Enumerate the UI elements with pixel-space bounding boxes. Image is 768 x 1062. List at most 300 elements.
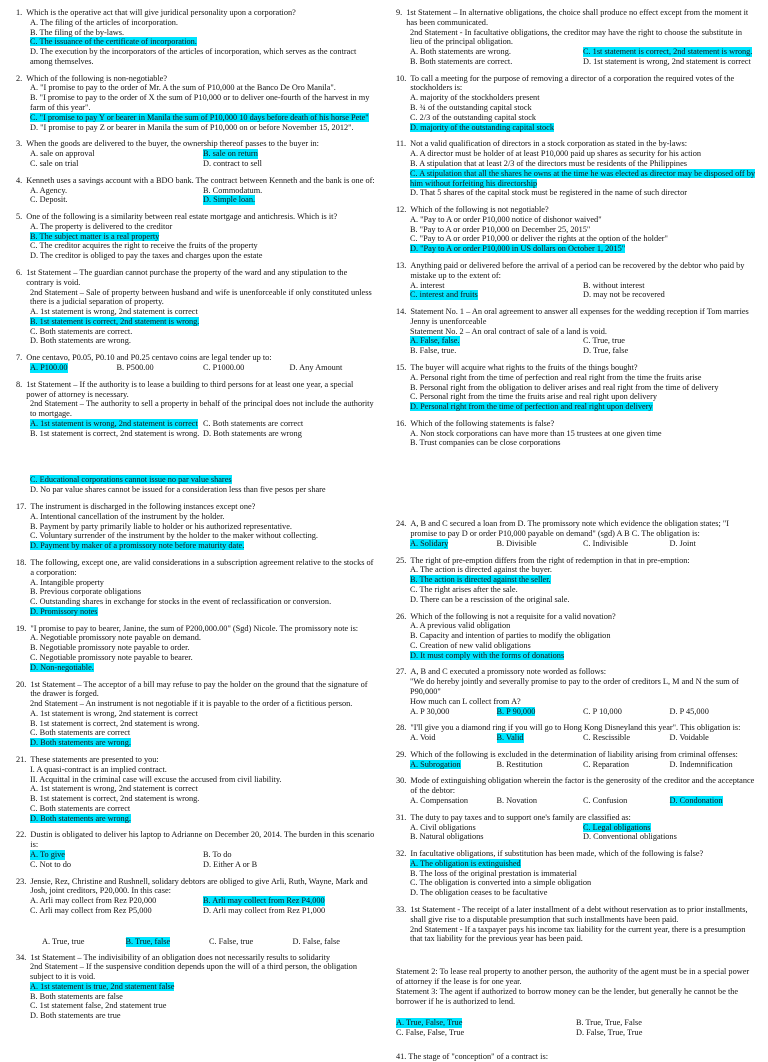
choice-option: B. Negotiable promissory note payable to order.: [30, 643, 190, 653]
question-extra-line: 2nd Statement – The authority to sell a property in behalf of the principal does not include the authority to mortgage.: [30, 399, 374, 419]
choice-row: [30, 982, 376, 992]
choice-option: D. 1st statement is wrong, 2nd statement is correct: [583, 56, 751, 66]
question-item: [396, 205, 756, 254]
question-extra: [16, 399, 376, 419]
choice-grid: [16, 149, 376, 169]
choice-option: C. The issuance of the certificate of incorporation.: [30, 37, 197, 47]
question-stem: [16, 353, 376, 363]
choice-option: B. The action is directed against the seller.: [410, 575, 551, 585]
choice-option: B. Novation: [496, 796, 538, 805]
question-item: [16, 624, 376, 673]
statement-answer-c: C. False, False, True: [396, 1028, 465, 1038]
choice-option: D. Personal right from the time of perfection and real right upon delivery: [410, 402, 653, 412]
question-item: [16, 502, 376, 551]
question-stem: [396, 723, 756, 733]
choice-row: [410, 651, 756, 661]
question-stem: [396, 205, 756, 215]
choice-row: [410, 575, 756, 585]
choice-list: [396, 565, 756, 604]
choice-option: C. Legal obligations: [583, 822, 651, 832]
choice-row: [410, 373, 756, 383]
question-stem: [16, 830, 376, 850]
choice-option: A. Non stock corporations can have more than 15 trustees at one given time: [410, 428, 662, 438]
question-text: When the goods are delivered to the buyer, the ownership thereof passes to the buyer in:: [26, 139, 319, 149]
question-item: [396, 750, 756, 770]
question-number: 3.: [16, 139, 23, 149]
answer-row-d: D. False, false: [292, 936, 340, 946]
choice-option: A. Compensation: [410, 796, 469, 805]
choice-grid: [396, 796, 756, 806]
choice-option: D. Promissory notes: [30, 606, 98, 616]
choice-option: B. Both statements are correct.: [410, 56, 513, 66]
question-stem: [396, 139, 756, 149]
question-stem: [16, 680, 376, 700]
question-text: The duty to pay taxes and to support one's family are classified as:: [410, 812, 631, 822]
choice-row: [410, 383, 756, 393]
question-number: 20.: [16, 679, 27, 689]
question-number: 5.: [16, 212, 23, 222]
question-number: 29.: [396, 749, 407, 759]
choice-grid: [16, 896, 376, 916]
choice-row: [30, 709, 376, 719]
left-column: [16, 8, 376, 1028]
choice-option: C. interest and fruits: [410, 290, 478, 300]
choice-option: A. "I promise to pay to the order of Mr. A the sum of P10,000 at the Banco De Oro Manila".: [30, 83, 336, 93]
choice-row: [410, 159, 756, 169]
question-stem: [396, 363, 756, 373]
choice-row: [30, 653, 376, 663]
choice-row: [30, 992, 376, 1002]
choice-option: C. 1st statement false, 2nd statement true: [30, 1001, 167, 1011]
choice-option: D. Both statements are true: [30, 1011, 121, 1021]
choice-option: A. interest: [410, 280, 445, 290]
choice-row: [410, 595, 756, 605]
choice-option: D. It must comply with the forms of donations: [410, 650, 565, 660]
question-text: Anything paid or delivered before the arrival of a period can be recovered by the debtor who paid by mistake up to the extent of:: [410, 260, 745, 280]
choice-row: [410, 641, 756, 651]
question-list-left-top: [16, 8, 376, 438]
question-number: 30.: [396, 776, 407, 786]
choice-list: [396, 373, 756, 412]
question-stem: [16, 953, 376, 963]
choice-option: B. The filing of the by-laws.: [30, 27, 125, 37]
choice-list: [16, 709, 376, 748]
question-number: 21.: [16, 755, 27, 764]
choice-row: [410, 215, 756, 225]
choice-list: [16, 512, 376, 551]
question-number: 18.: [16, 557, 27, 567]
choice-option: D. Both statements are wrong.: [30, 738, 131, 748]
choice-option: D. Non-negotiable.: [30, 662, 94, 672]
choice-row: [30, 607, 376, 617]
choice-option: D. majority of the outstanding capital stock: [410, 122, 555, 132]
choice-row: [30, 37, 376, 47]
choice-option: B. The loss of the original prestation is immaterial: [410, 868, 577, 878]
question-text: Which of the following statements is false?: [410, 418, 555, 428]
choice-row: [410, 631, 756, 641]
choice-row: [410, 621, 756, 631]
question-number: 16.: [396, 418, 407, 428]
choice-option: A. False, false.: [410, 336, 460, 346]
question-item: [396, 905, 756, 944]
choice-option: A. 1st statement is wrong, 2nd statement is correct: [30, 784, 198, 794]
question-item: [396, 139, 756, 198]
choice-option: B. ¾ of the outstanding capital stock: [410, 103, 532, 113]
question-stem: [396, 750, 756, 760]
question-text: One of the following is a similarity between real estate mortgage and antichresis. Which is it?: [26, 212, 338, 222]
question-extra-line: 2nd Statement – If the suspensive condition depends upon the will of a third person, the obligation subject to it is void.: [30, 962, 357, 982]
question-text: "I'll give you a diamond ring if you will go to Hong Kong Disneyland this year". This obligation is:: [410, 723, 741, 733]
choice-option: C. Confusion: [583, 796, 628, 805]
question-stem: [396, 74, 756, 94]
question-extra-line: How much can L collect from A?: [410, 696, 521, 706]
choice-row: [410, 123, 756, 133]
question-number: 28.: [396, 723, 407, 733]
choice-option: B. P500.00: [116, 363, 154, 372]
choice-option: A. Personal right from the time of perfection and real right from the time the fruits arise: [410, 372, 702, 382]
statement-answer-a: A. True, False, True: [396, 1018, 463, 1028]
answer-row-a: A. True, true: [42, 936, 85, 946]
question-text: The buyer will acquire what rights to the fruits of the things bought?: [410, 363, 638, 372]
question-item: [16, 680, 376, 748]
choice-row: [30, 794, 376, 804]
choice-grid: [16, 850, 376, 870]
choice-row: [30, 93, 376, 113]
choice-row: [410, 113, 756, 123]
question-extra: [396, 677, 756, 706]
question-number: 8.: [16, 379, 23, 389]
choice-row: [30, 475, 376, 485]
choice-option: C. P1000.00: [203, 363, 245, 372]
question-stem: [396, 261, 756, 281]
choice-option: D. Payment by maker of a promissory note before maturity date.: [30, 541, 245, 551]
choice-row: [30, 738, 376, 748]
question-text: 1st Statement – In alternative obligations, the choice shall produce no effect except from the moment it has been communicated.: [406, 8, 749, 27]
question-item: [16, 176, 376, 205]
statement-3: Statement 3: The agent if authorized to borrow money can be the lender, but generally he cannot be the borrower if he is authorized to lend.: [396, 986, 739, 1006]
choice-option: D. P 45,000: [669, 706, 709, 716]
question-number: 26.: [396, 611, 407, 621]
choice-option: B. Payment by party primarily liable to holder or his authorized representative.: [30, 521, 292, 531]
choice-option: C. Creation of new valid obligations: [410, 640, 531, 650]
question-text: Which of the following is non-negotiable?: [26, 73, 168, 83]
choice-row: [410, 149, 756, 159]
question-extra-line: 2nd Statement - In facultative obligations, the creditor may have the right to choose the substitute in lieu of the principal obligation.: [410, 27, 743, 47]
choice-row: [410, 392, 756, 402]
choice-option: C. "I promise to pay Y or bearer in Manila the sum of P10,000 10 days before death of his horse Pete": [30, 112, 369, 122]
choice-option: A. P100.00: [30, 363, 68, 372]
choice-grid: [396, 539, 756, 549]
question-text: Which of the following is not negotiable?: [410, 205, 549, 215]
question-extra: [396, 925, 756, 945]
choice-option: B. 1st statement is correct, 2nd statement is wrong.: [30, 428, 200, 438]
choice-row: [30, 522, 376, 532]
choice-option: D. Both statements are wrong.: [30, 813, 131, 823]
question-text: The following, except one, are valid considerations in a subscription agreement relative to the stocks of a corporation:: [30, 557, 374, 577]
choice-grid: [396, 47, 756, 67]
choice-option: D. The obligation ceases to be facultative: [410, 888, 548, 898]
choice-row: [30, 663, 376, 673]
question-text: The right of pre-emption differs from the right of redemption in that in pre-emption:: [410, 555, 690, 565]
question-number: 34.: [16, 952, 27, 962]
question-stem: [396, 8, 756, 28]
choice-option: D. The creditor is obliged to pay the taxes and charges upon the estate: [30, 251, 263, 261]
choice-option: B. Valid: [496, 733, 524, 743]
choice-option: B. To do: [203, 850, 232, 860]
choice-option: C. Outstanding shares in exchange for stocks in the event of reclassification or conversion.: [30, 597, 332, 607]
question-text: 1st Statement - The receipt of a later installment of a debt without reservation as to prior installments, shall give rise to a disputable presumption that such installments have been paid.: [410, 905, 748, 924]
choice-row: [410, 869, 756, 879]
choice-option: D. Indemnification: [669, 759, 733, 769]
choice-grid: [16, 363, 376, 373]
question-extra-line: 2nd Statement – Sale of property between husband and wife is unenforceable if only constituted unless there is a judicial separation of property.: [30, 287, 372, 307]
choice-option: A. Both statements are wrong.: [410, 47, 511, 57]
question-item: [396, 723, 756, 743]
choice-option: D. "Pay to A or order P10,000 in US dollars on October 1, 2015": [410, 244, 626, 254]
choice-option: A. 1st statement is true, 2nd statement false: [30, 981, 175, 991]
choice-row: [410, 188, 756, 198]
question-extra: [16, 765, 376, 785]
question-number: 14.: [396, 307, 407, 317]
question-stem: [396, 612, 756, 622]
question-extra-line: 2nd Statement – An instrument is not negotiable if it is payable to the order of a fictitious person.: [30, 699, 353, 709]
choice-option: C. Both statements are correct.: [30, 326, 133, 336]
choice-row: [30, 83, 376, 93]
choice-option: A. 1st statement is wrong, 2nd statement is correct: [30, 708, 198, 718]
question-text: A, B and C executed a promissory note worded as follows:: [410, 667, 607, 677]
question-stem: [16, 624, 376, 634]
question-text: In facultative obligations, if substitution has been made, which of the following is false?: [410, 849, 704, 859]
question-number: 12.: [396, 205, 407, 215]
question-stem: [396, 307, 756, 327]
question-stem: [16, 502, 376, 512]
question-extra-line: I. A quasi-contract is an implied contract.: [30, 764, 167, 774]
choice-row: [410, 244, 756, 254]
choice-option: B. The subject matter is a real property: [30, 231, 160, 241]
question-item: [396, 519, 756, 548]
question-text: Statement No. 1 – An oral agreement to answer all expenses for the wedding reception if Tom marries Jenny is unenforceable: [410, 307, 749, 326]
question-text: These statements are presented to you:: [30, 755, 159, 764]
question-stem: [16, 558, 376, 578]
question-item: [16, 8, 376, 67]
question-number: 33.: [396, 905, 407, 915]
choice-row: [410, 429, 756, 439]
choice-row: [30, 578, 376, 588]
choice-list: [16, 475, 376, 495]
choice-option: B. "I promise to pay to the order of X the sum of P10,000 or to deliver one-fourth of the harvest in my farm of this year".: [30, 93, 370, 113]
question-item: [16, 877, 376, 916]
choice-row: [30, 307, 376, 317]
choice-list: [396, 215, 756, 254]
question-item: [396, 667, 756, 716]
choice-option: C. Arli may collect from Rez P5,000: [30, 905, 152, 915]
question-text: Which of the following is not a requisite for a valid novation?: [410, 611, 616, 621]
choice-option: D. That 5 shares of the capital stock must be registered in the name of such director: [410, 188, 688, 198]
choice-option: A. majority of the stockholders present: [410, 93, 540, 103]
choice-option: D. Any Amount: [289, 363, 343, 372]
choice-option: D. Both statements are wrong.: [30, 336, 131, 346]
choice-row: [410, 234, 756, 244]
choice-option: B. Capacity and intention of parties to modify the obligation: [410, 631, 611, 641]
choice-option: A. Intentional cancellation of the instrument by the holder.: [30, 511, 225, 521]
question-list-right-bottom: [396, 519, 756, 944]
question-stem: [16, 877, 376, 897]
choice-list: [396, 859, 756, 898]
choice-row: [410, 402, 756, 412]
question-number: 31.: [396, 812, 407, 822]
choice-option: B. P 90,000: [496, 706, 536, 716]
choice-option: A. The property is delivered to the creditor: [30, 221, 173, 231]
choice-option: D. Voidable: [669, 733, 709, 743]
question-item: [396, 74, 756, 133]
question-item: [16, 139, 376, 168]
choice-list: [16, 982, 376, 1021]
question-number: 22.: [16, 830, 27, 840]
choice-option: C. Both statements are correct: [203, 418, 304, 428]
choice-row: [30, 597, 376, 607]
choice-row: [30, 113, 376, 123]
choice-option: D. Conventional obligations: [583, 832, 677, 842]
choice-option: D. True, false: [583, 346, 629, 356]
choice-grid: [396, 336, 756, 356]
question-number: 15.: [396, 363, 407, 372]
choice-list: [396, 621, 756, 660]
question-stem: [16, 139, 376, 149]
choice-row: [30, 814, 376, 824]
question-item: [396, 556, 756, 605]
question-number: 6.: [16, 267, 23, 277]
question-text: The instrument is discharged in the following instances except one?: [30, 502, 256, 512]
question-item: [16, 953, 376, 1021]
question-text: 1st Statement – The acceptor of a bill may refuse to pay the holder on the ground that the signature of the drawer is forged.: [30, 679, 368, 699]
choice-option: D. Joint: [669, 538, 696, 548]
choice-option: B. Divisible: [496, 538, 537, 548]
question-text: 1st Statement – The indivisibility of an obligation does not necessarily results to solidarity: [30, 952, 331, 962]
question-extra-line: 2nd Statement - If a taxpayer pays his income tax liability for the current year, there is a presumption that tax liability for the previous year has been paid.: [410, 924, 746, 944]
question-stem: [16, 380, 376, 400]
choice-option: B. sale on return: [203, 149, 258, 159]
choice-option: A. Void: [410, 733, 436, 743]
question-stem: [16, 268, 376, 288]
choice-row: [30, 587, 376, 597]
choice-option: B. 1st statement is correct, 2nd statement is wrong.: [30, 794, 200, 804]
choice-option: A. Solidary: [410, 538, 449, 548]
choice-row: [30, 317, 376, 327]
question-item: [396, 8, 756, 67]
question-number: 32.: [396, 849, 407, 859]
question-stem: [16, 755, 376, 765]
choice-option: B. Trust companies can be close corporations: [410, 438, 561, 448]
question-number: 9.: [396, 8, 403, 17]
choice-option: C. 1st statement is correct, 2nd statement is wrong.: [583, 47, 753, 57]
question-41-cut: 41. The stage of "conception" of a contract is:: [396, 1051, 548, 1061]
question-extra: [16, 288, 376, 308]
question-number: 11.: [396, 139, 407, 149]
choice-list: [16, 222, 376, 261]
question-item: [396, 612, 756, 661]
question-text: Which is the operative act that will give juridical personality upon a corporation?: [26, 8, 296, 17]
choice-row: [30, 1001, 376, 1011]
choice-row: [410, 438, 756, 448]
question-number: 27.: [396, 667, 407, 677]
question-extra-line: "We do hereby jointly and severally promise to pay to the order of creditors L, M and N the sum of P90,000": [410, 677, 739, 696]
choice-option: C. 2/3 of the outstanding capital stock: [410, 112, 537, 122]
question-item: [16, 74, 376, 133]
question-text: Which of the following is excluded in the determination of liability arising from criminal offenses:: [410, 749, 738, 759]
question-number: 10.: [396, 73, 407, 83]
question-number: 24.: [396, 519, 407, 529]
question-number: 4.: [16, 175, 23, 185]
choice-option: A. "Pay to A or order P10,000 notice of dishonor waived": [410, 214, 602, 224]
choice-option: D. There can be a rescission of the original sale.: [410, 594, 570, 604]
question-number: 1.: [16, 8, 23, 17]
choice-option: C. True, true: [583, 336, 625, 346]
question-stem: [396, 813, 756, 823]
choice-list: [16, 784, 376, 823]
choice-row: [410, 169, 756, 189]
question-item: [16, 353, 376, 373]
choice-option: A. The obligation is extinguished: [410, 858, 521, 868]
choice-option: A. A previous valid obligation: [410, 621, 511, 631]
choice-option: C. Personal right from the time the fruits arise and real right upon delivery: [410, 392, 657, 402]
choice-list: [16, 578, 376, 617]
choice-option: C. Voluntary surrender of the instrument by the holder to the maker without collecting.: [30, 531, 318, 541]
question-text: Kenneth uses a savings account with a BDO bank. The contract between Kenneth and the bank is one of:: [26, 175, 375, 185]
choice-row: [30, 327, 376, 337]
choice-option: B. Natural obligations: [410, 832, 484, 842]
question-number: 7.: [16, 353, 23, 363]
question-item: [396, 419, 756, 448]
question-list-right-top: [396, 8, 756, 448]
choice-option: A. Civil obligations: [410, 822, 476, 832]
question-stem: [396, 556, 756, 566]
choice-option: B. without interest: [583, 280, 645, 290]
question-stem: [396, 849, 756, 859]
question-extra: [16, 962, 376, 982]
statement-answers: [396, 1018, 756, 1038]
question-number: 19.: [16, 623, 27, 633]
question-text: 1st Statement – If the authority is to lease a building to third persons for at least one year, a special power of attorney is necessary.: [26, 379, 354, 399]
choice-row: [410, 878, 756, 888]
choice-option: B. 1st statement is correct, 2nd statement is wrong.: [30, 718, 200, 728]
question-stem: [16, 74, 376, 84]
choice-row: [30, 541, 376, 551]
choice-row: [30, 784, 376, 794]
choice-grid: [396, 707, 756, 717]
choice-list: [396, 149, 756, 198]
choice-row: [30, 18, 376, 28]
choice-row: [30, 804, 376, 814]
choice-row: [30, 336, 376, 346]
choice-row: [410, 565, 756, 575]
choice-option: B. 1st statement is correct, 2nd statement is wrong.: [30, 316, 200, 326]
column-gap: [16, 445, 376, 475]
statement-2: Statement 2: To lease real property to another person, the authority of the agent must be in a special power of attorney if the lease is for one year.: [396, 967, 750, 986]
choice-list: [396, 429, 756, 449]
question-stem: [16, 212, 376, 222]
question-extra: [396, 28, 756, 48]
choice-row: [410, 888, 756, 898]
choice-option: A. The action is directed against the buyer.: [410, 565, 553, 575]
choice-option: C. sale on trial: [30, 158, 79, 168]
choice-row: [30, 643, 376, 653]
choice-option: C. Both statements are correct: [30, 728, 131, 738]
choice-option: B. Previous corporate obligations: [30, 587, 142, 597]
choice-option: C. Reparation: [583, 759, 630, 769]
choice-option: D. contract to sell: [203, 158, 262, 168]
choice-option: C. Not to do: [30, 859, 72, 869]
answer-row-b: B. True, false: [125, 936, 171, 946]
